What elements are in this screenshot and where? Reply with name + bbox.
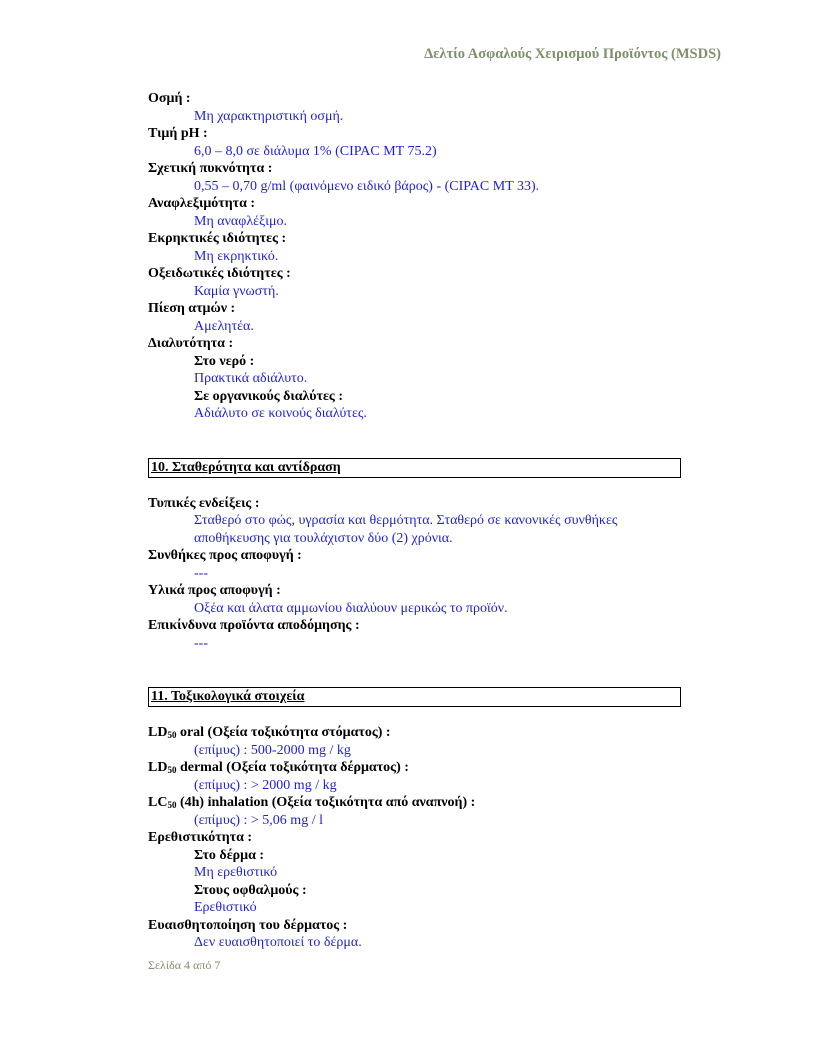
explosive-value: Μη εκρηκτικό. [194, 248, 279, 264]
page-number: Σελίδα 4 από 7 [148, 958, 221, 972]
irritation-eyes-value: Ερεθιστικό [194, 900, 257, 915]
odor-label: Οσμή : [148, 91, 191, 106]
flammability-label: Αναφλεξιμότητα : [148, 196, 256, 211]
ph-value: 6,0 – 8,0 σε διάλυμα 1% (CIPAC MT 75.2) [194, 143, 437, 159]
lc50-text: (4h) inhalation (Οξεία τοξικότητα από αναπνοή) : [176, 795, 476, 810]
solubility-organic-value: Αδιάλυτο σε κοινούς διαλύτες. [194, 406, 367, 421]
skin-sensitization-label: Ευαισθητοποίηση του δέρματος : [148, 917, 348, 933]
vapor-pressure-value: Αμελητέα. [194, 318, 254, 334]
oxidizing-value: Καμία γνωστή. [194, 283, 279, 299]
typical-indications-value-line2: αποθήκευσης για τουλάχιστον δύο (2) χρόνια. [194, 530, 453, 546]
ld50-dermal-value: (επίμυς) : > 2000 mg / kg [194, 777, 337, 793]
skin-sensitization-value: Δεν ευαισθητοποιεί το δέρμα. [194, 935, 362, 950]
lc50-prefix: LC [148, 795, 168, 810]
ld50-oral-label [148, 724, 708, 742]
ld50-oral-prefix: LD [148, 725, 168, 740]
ld50-dermal-text: dermal (Οξεία τοξικότητα δέρματος) : [176, 760, 409, 775]
irritation-skin-value: Μη ερεθιστικό [194, 865, 278, 880]
ld50-oral-subscript: 50 [167, 730, 177, 740]
section-11-heading: 11. Τοξικολογικά στοιχεία [148, 687, 681, 707]
conditions-to-avoid-label: Συνθήκες προς αποφυγή : [148, 548, 302, 563]
ld50-dermal-subscript: 50 [167, 765, 177, 775]
conditions-to-avoid-value: --- [194, 565, 208, 581]
vapor-pressure-label: Πίεση ατμών : [148, 301, 236, 316]
lc50-inhalation-value: (επίμυς) : > 5,06 mg / l [194, 812, 323, 828]
irritation-skin-label: Στο δέρμα : [194, 847, 265, 863]
document-body [148, 90, 708, 952]
density-value: 0,55 – 0,70 g/ml (φαινόμενο ειδικό βάρος) - (CIPAC MT 33). [194, 178, 540, 194]
lc50-subscript: 50 [167, 800, 177, 810]
ld50-dermal-label [148, 759, 708, 777]
ld50-oral-text: oral (Οξεία τοξικότητα στόματος) : [176, 725, 391, 740]
solubility-water-label: Στο νερό : [194, 353, 255, 369]
ld50-oral-value: (επίμυς) : 500-2000 mg / kg [194, 742, 351, 758]
odor-value: Μη χαρακτηριστική οσμή. [194, 108, 344, 124]
irritation-eyes-label: Στους οφθαλμούς : [194, 882, 307, 898]
solubility-water-value: Πρακτικά αδιάλυτο. [194, 371, 308, 386]
density-label: Σχετική πυκνότητα : [148, 161, 273, 176]
ld50-dermal-prefix: LD [148, 760, 168, 775]
typical-indications-value-line1: Σταθερό στο φώς, υγρασία και θερμότητα. Σταθερό σε κανονικές συνθήκες [194, 513, 618, 528]
oxidizing-label: Οξειδωτικές ιδιότητες : [148, 266, 291, 281]
flammability-value: Μη αναφλέξιμο. [194, 213, 288, 229]
solubility-organic-label: Σε οργανικούς διαλύτες : [194, 388, 343, 404]
lc50-inhalation-label [148, 794, 708, 812]
irritation-label: Ερεθιστικότητα : [148, 830, 253, 845]
explosive-label: Εκρηκτικές ιδιότητες : [148, 231, 287, 246]
document-header-title: Δελτίο Ασφαλούς Χειρισμού Προϊόντος (MSDS) [424, 46, 721, 62]
decomposition-products-label: Επικίνδυνα προϊόντα αποδόμησης : [148, 618, 360, 633]
materials-to-avoid-label: Υλικά προς αποφυγή : [148, 583, 281, 598]
decomposition-products-value: --- [194, 635, 208, 651]
ph-label: Τιμή pH : [148, 126, 208, 141]
typical-indications-label: Τυπικές ενδείξεις : [148, 495, 260, 511]
solubility-label: Διαλυτότητα : [148, 336, 234, 351]
materials-to-avoid-value: Οξέα και άλατα αμμωνίου διαλύουν μερικώς το προϊόν. [194, 600, 508, 616]
section-10-heading: 10. Σταθερότητα και αντίδραση [148, 458, 681, 478]
